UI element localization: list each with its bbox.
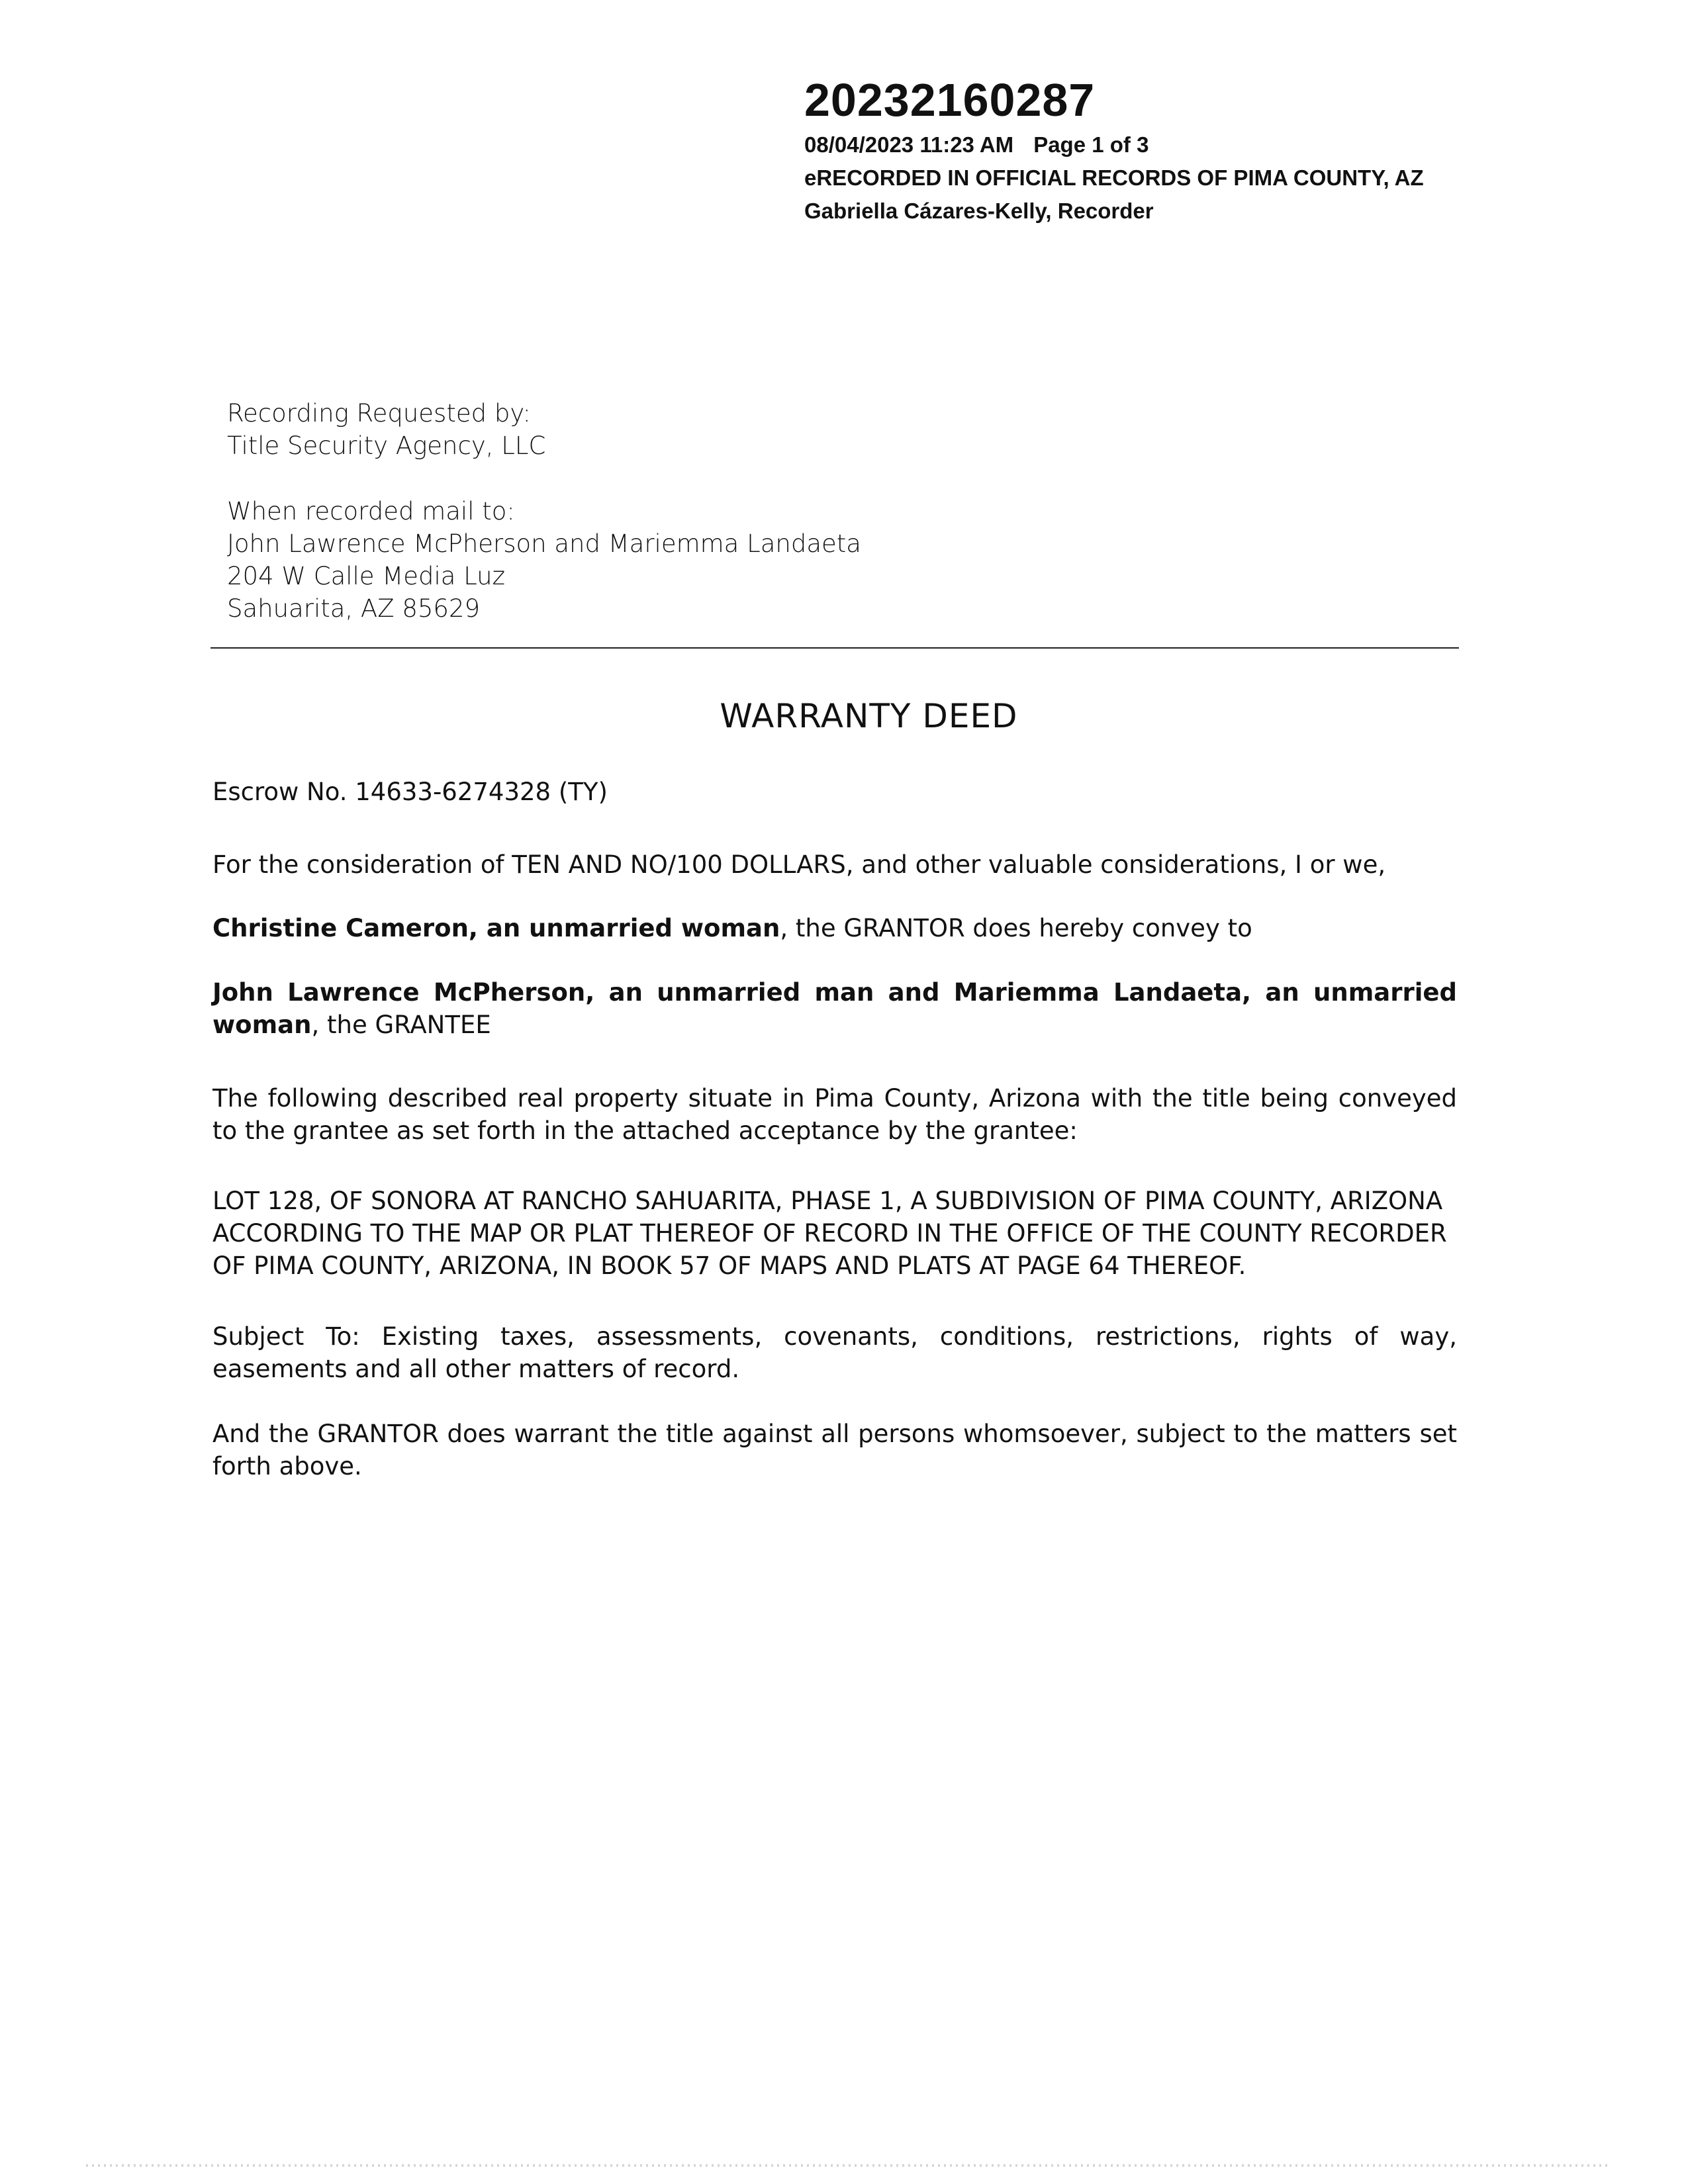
mail-to-label: When recorded mail to:: [227, 497, 515, 525]
recording-datetime: 08/04/2023 11:23 AM: [804, 132, 1014, 157]
page-info: Page 1 of 3: [1033, 132, 1149, 157]
scan-artifact-line: [86, 2164, 1609, 2167]
grantee-name: John Lawrence McPherson, an unmarried man and Mariemma Landaeta, an unmarried woman: [212, 978, 1457, 1039]
grantee-paragraph: [212, 976, 1457, 1041]
mail-to-block: [227, 495, 861, 625]
recording-stamp: [804, 71, 1638, 228]
document-number: 20232160287: [804, 74, 1096, 126]
consideration-paragraph: For the consideration of TEN AND NO/100 DOLLARS, and other valuable considerations, I or we,: [212, 850, 1386, 879]
escrow-number: Escrow No. 14633-6274328 (TY): [212, 778, 608, 806]
property-intro-paragraph: The following described real property situate in Pima County, Arizona with the title being conveyed to the grantee as set forth in the attached acceptance by the grantee:: [212, 1084, 1457, 1145]
legal-description: LOT 128, OF SONORA AT RANCHO SAHUARITA, PHASE 1, A SUBDIVISION OF PIMA COUNTY, ARIZONA ACCORDING TO THE MAP OR PLAT THEREOF OF RECORD IN THE OFFICE OF THE COUNTY RECORDER OF PIMA COUNTY, ARIZONA, IN BOOK 57 OF MAPS AND PLATS AT PAGE 64 THEREOF.: [212, 1187, 1447, 1280]
grantee-clause: , the GRANTEE: [311, 1011, 491, 1039]
subject-to-paragraph: Subject To: Existing taxes, assessments, covenants, conditions, restrictions, rights of way, easements and all other matters of record.: [212, 1322, 1457, 1383]
mail-to-city: Sahuarita, AZ 85629: [227, 594, 481, 623]
recorder-name: Gabriella Cázares-Kelly, Recorder: [804, 199, 1154, 223]
grantor-name: Christine Cameron, an unmarried woman: [212, 914, 780, 942]
grantor-paragraph: [212, 912, 1457, 944]
recording-requested-name: Title Security Agency, LLC: [227, 432, 546, 460]
document-title: WARRANTY DEED: [720, 697, 1018, 735]
recording-requested-label: Recording Requested by:: [227, 399, 531, 428]
recording-requested-block: [227, 397, 545, 462]
recorded-line: eRECORDED IN OFFICIAL RECORDS OF PIMA COUNTY, AZ: [804, 165, 1424, 190]
header-divider: [211, 647, 1459, 649]
mail-to-street: 204 W Calle Media Luz: [227, 562, 506, 590]
warranty-paragraph: And the GRANTOR does warrant the title against all persons whomsoever, subject to the matters set forth above.: [212, 1420, 1457, 1480]
mail-to-name: John Lawrence McPherson and Mariemma Landaeta: [227, 529, 861, 558]
recording-datetime-line: [804, 128, 1638, 161]
grantor-clause: , the GRANTOR does hereby convey to: [780, 914, 1252, 942]
